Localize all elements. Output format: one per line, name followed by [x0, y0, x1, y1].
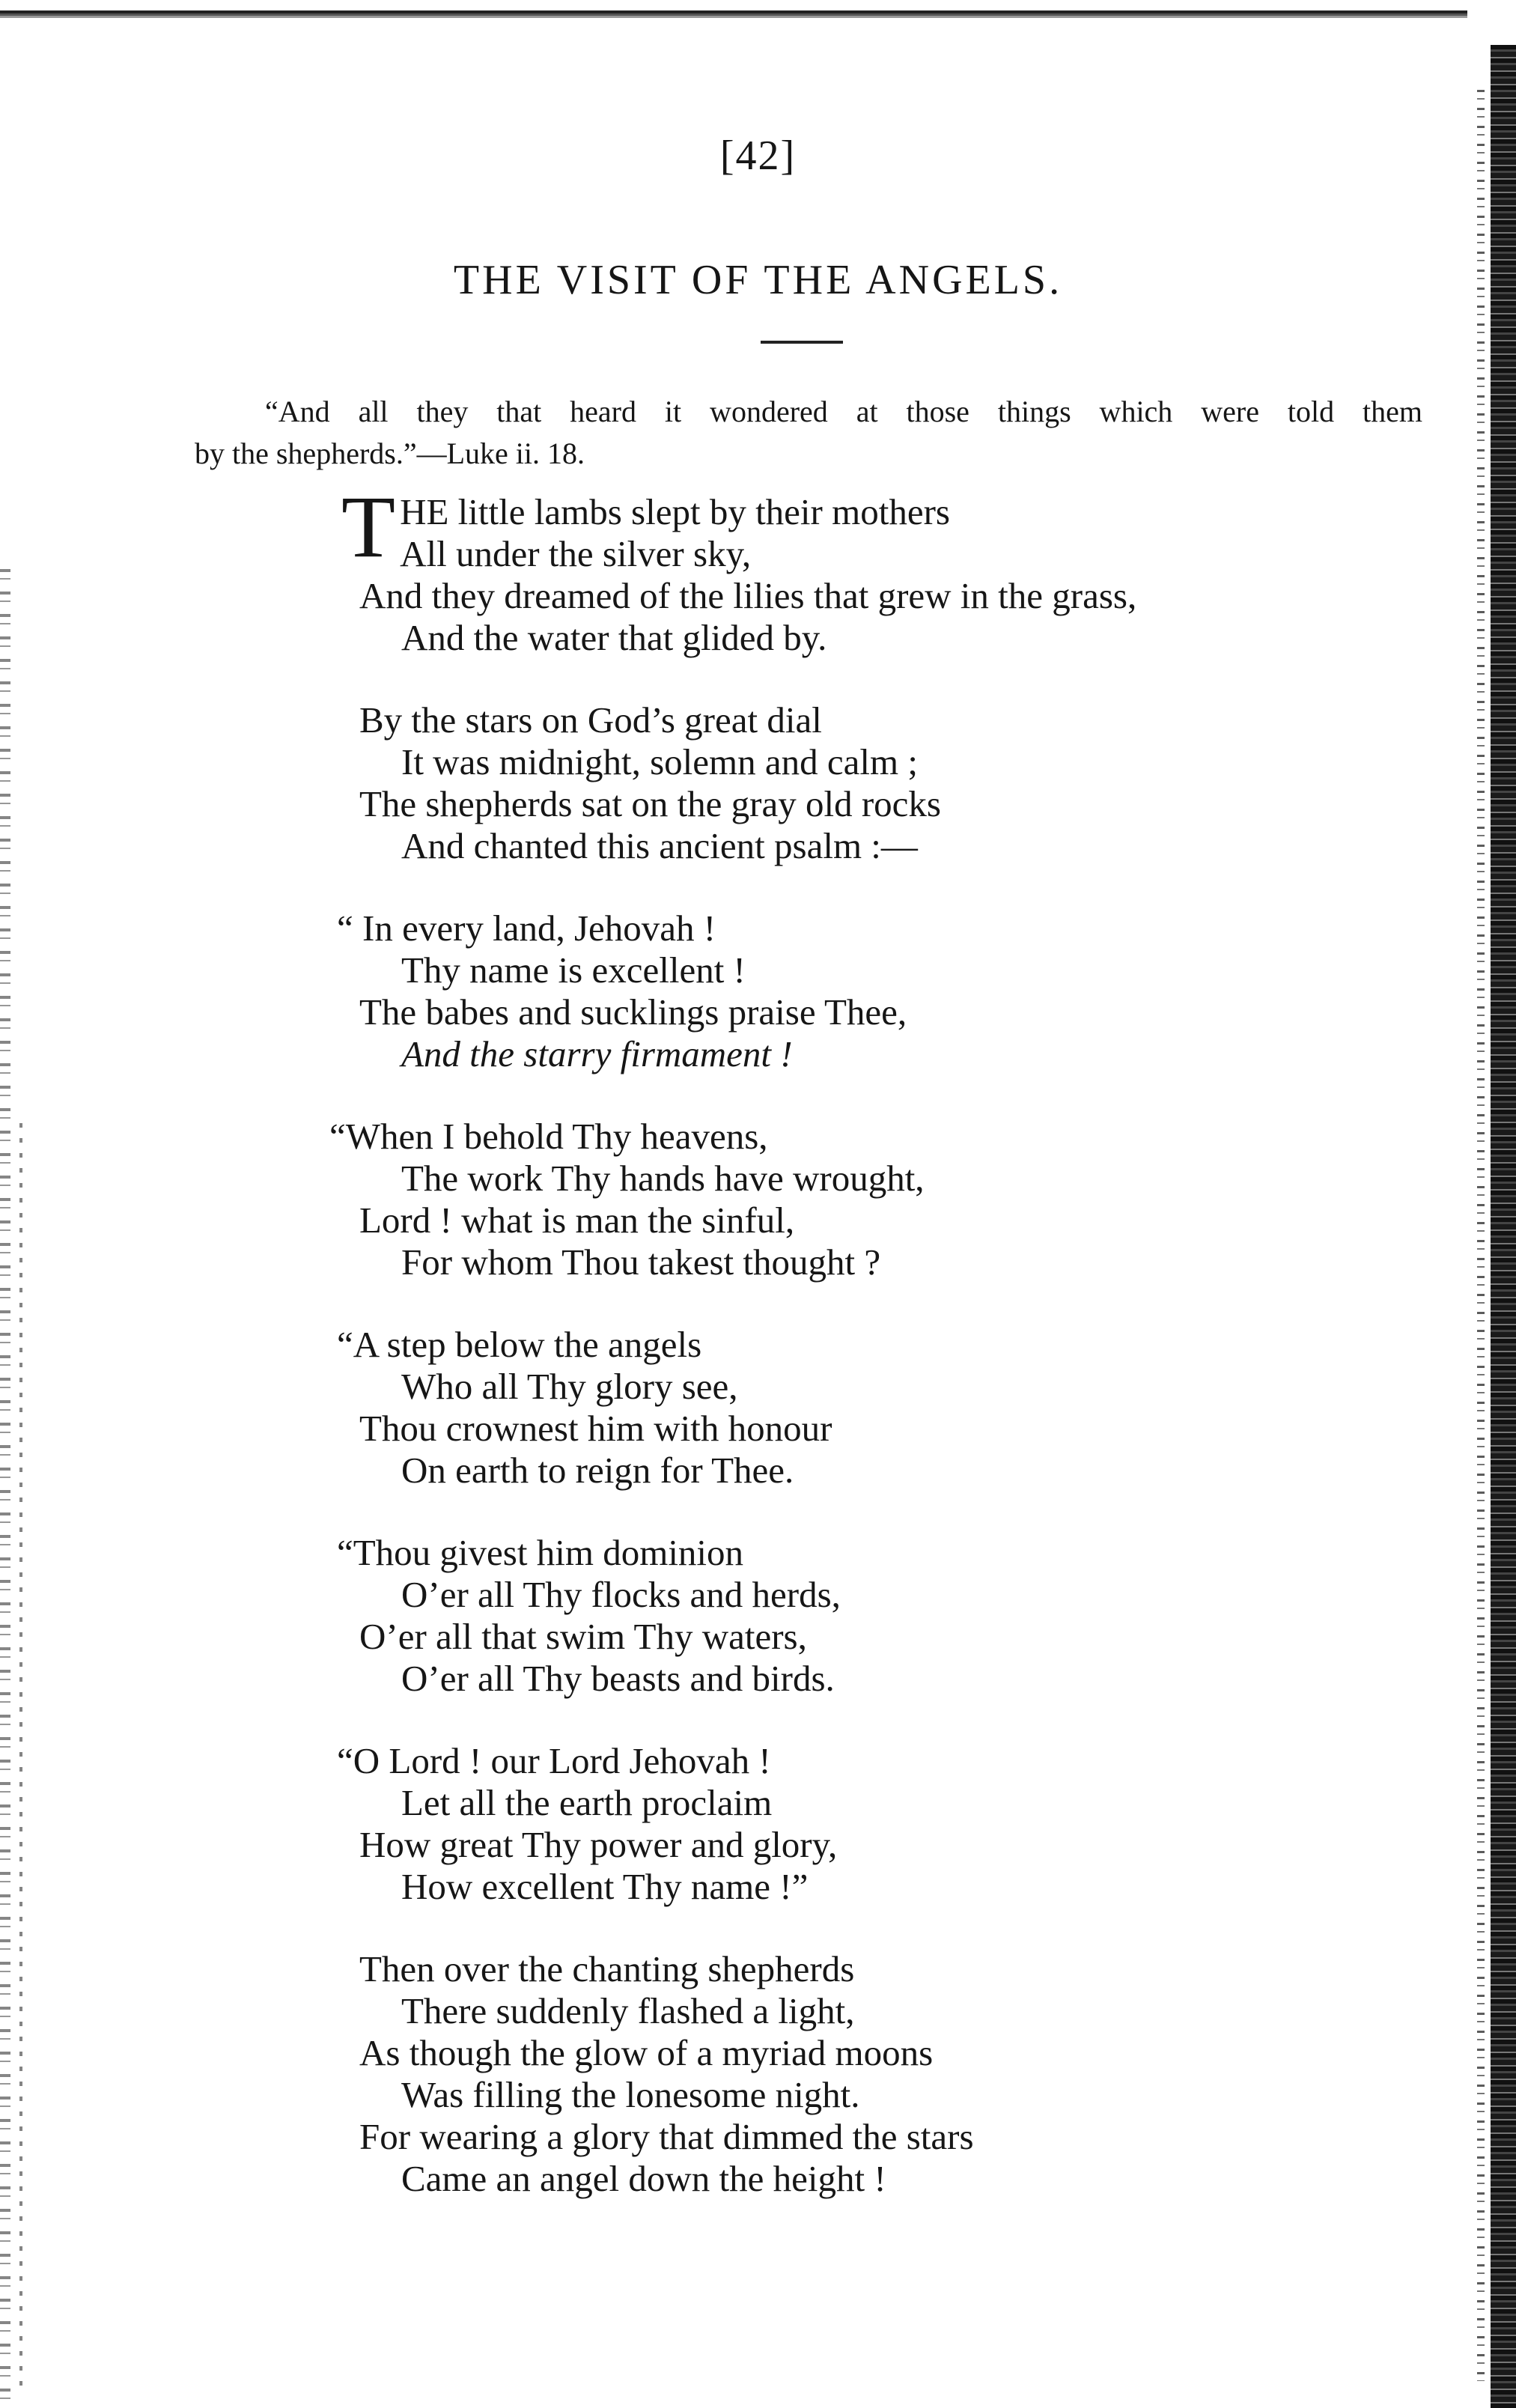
stanza-4	[329, 1116, 1407, 1283]
verse-line: And they dreamed of the lilies that grew in the grass,	[359, 575, 1137, 616]
verse-line: There suddenly flashed a light,	[401, 1990, 855, 2031]
scan-top-edge	[0, 10, 1467, 18]
stanza-1	[341, 478, 1407, 659]
verse-line: How excellent Thy name !”	[401, 1866, 809, 1907]
verse-line: “Thou givest him dominion	[337, 1532, 744, 1573]
verse-line: “ In every land, Jehovah !	[337, 907, 716, 949]
verse-line: “O Lord ! our Lord Jehovah !	[337, 1740, 771, 1781]
poem-title: THE VISIT OF THE ANGELS.	[453, 257, 1063, 303]
stanza-6	[337, 1532, 1407, 1700]
verse-line: O’er all that swim Thy waters,	[359, 1616, 807, 1657]
scan-left-edge-marks	[19, 1123, 22, 2396]
stanza-8	[359, 1948, 1407, 2200]
verse-line: It was midnight, solemn and calm ;	[401, 741, 918, 782]
verse-line: For wearing a glory that dimmed the stars	[359, 2116, 974, 2157]
epigraph-line-2: by the shepherds.”—Luke ii. 18.	[195, 437, 585, 470]
drop-cap: T	[341, 478, 396, 576]
verse-line: And the water that glided by.	[401, 617, 827, 658]
verse-line: As though the glow of a myriad moons	[359, 2032, 934, 2073]
verse-line: “When I behold Thy heavens,	[329, 1116, 768, 1157]
scan-left-edge	[0, 569, 10, 2408]
verse-line: All under the silver sky,	[400, 533, 752, 574]
poem-body	[329, 478, 1407, 2240]
stanza-7	[337, 1740, 1407, 1908]
verse-line: The babes and sucklings praise Thee,	[359, 991, 907, 1033]
verse-line: “A step below the angels	[337, 1324, 702, 1365]
verse-line: By the stars on God’s great dial	[359, 699, 822, 741]
verse-line: Thou crownest him with honour	[359, 1408, 832, 1449]
epigraph-line-1: “And all they that heard it wondered at those things which were told them	[265, 395, 1422, 428]
verse-line: O’er all Thy beasts and birds.	[401, 1658, 835, 1699]
verse-line: And chanted this ancient psalm :—	[401, 825, 918, 866]
verse-line: Let all the earth proclaim	[401, 1782, 773, 1823]
verse-line: Came an angel down the height !	[401, 2158, 886, 2199]
page-number: [42]	[719, 133, 797, 179]
verse-line: Thy name is excellent !	[401, 949, 746, 991]
stanza-3	[337, 907, 1407, 1075]
stanza-5	[337, 1324, 1407, 1492]
verse-line: The work Thy hands have wrought,	[401, 1158, 925, 1199]
verse-line: How great Thy power and glory,	[359, 1824, 838, 1865]
verse-line: On earth to reign for Thee.	[401, 1450, 794, 1491]
verse-line: For whom Thou takest thought ?	[401, 1241, 881, 1283]
verse-line: Then over the chanting shepherds	[359, 1948, 855, 1989]
stanza-2	[359, 699, 1407, 867]
verse-line: Who all Thy glory see,	[401, 1366, 738, 1407]
scan-right-edge-inner	[1477, 90, 1485, 2381]
title-divider	[761, 341, 843, 344]
verse-line: O’er all Thy flocks and herds,	[401, 1574, 841, 1615]
verse-line: The shepherds sat on the gray old rocks	[359, 783, 941, 824]
epigraph	[195, 391, 1422, 475]
verse-line: HE little lambs slept by their mothers	[400, 491, 950, 532]
verse-line: Lord ! what is man the sinful,	[359, 1200, 795, 1241]
scan-right-edge	[1491, 45, 1516, 2408]
verse-line: Was filling the lonesome night.	[401, 2074, 860, 2115]
verse-line: And the starry firmament !	[401, 1033, 793, 1074]
